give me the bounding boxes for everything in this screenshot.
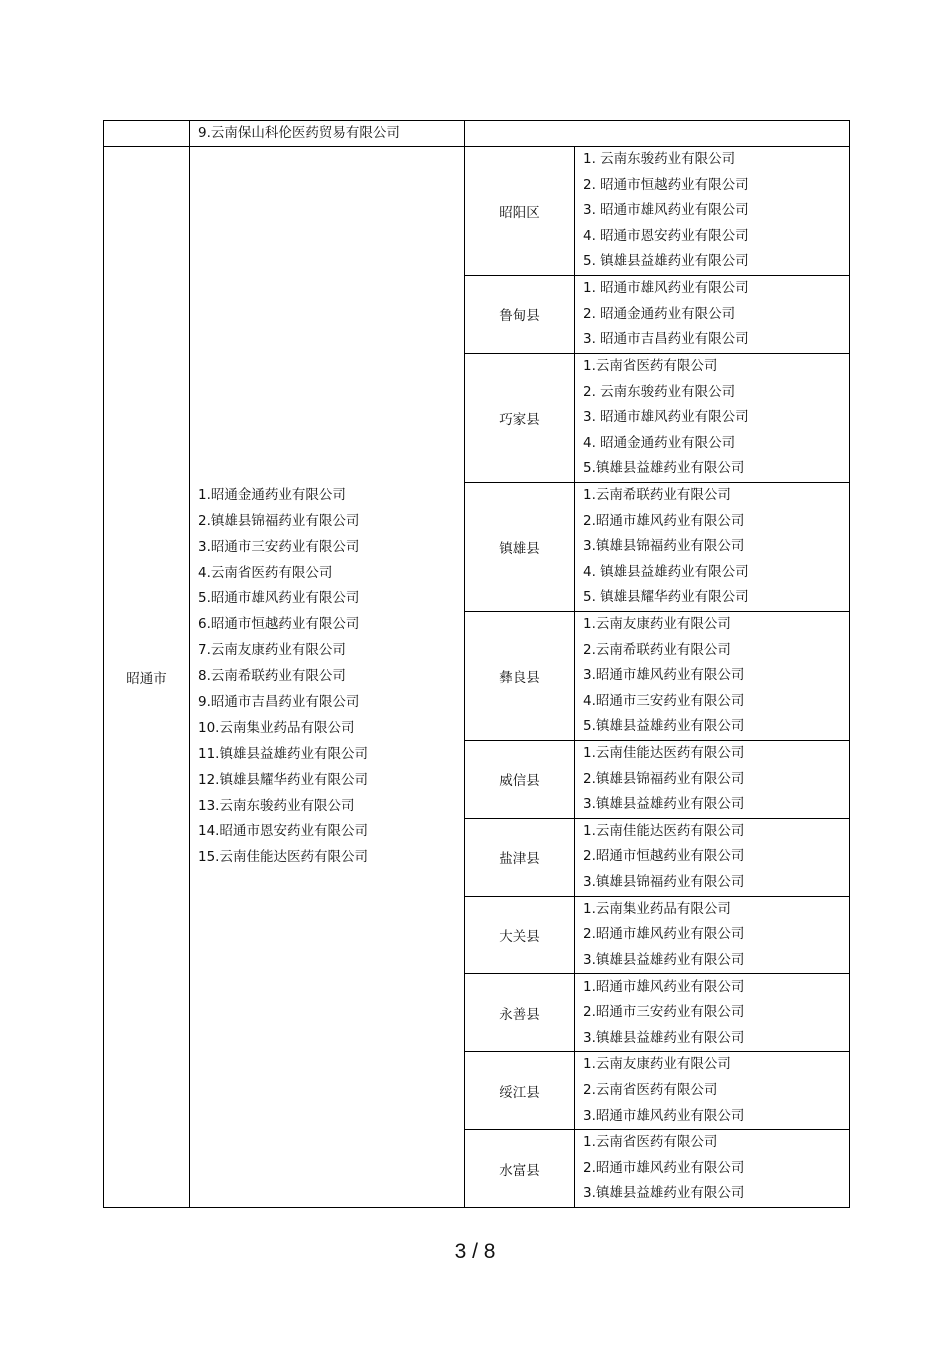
city-company-item: 3.昭通市三安药业有限公司 [198, 538, 360, 555]
city-company-item: 12.镇雄县耀华药业有限公司 [198, 771, 368, 788]
county-company-list [575, 147, 850, 276]
city-company-item: 13.云南东骏药业有限公司 [198, 797, 355, 814]
county-company-item: 5.镇雄县益雄药业有限公司 [583, 718, 745, 735]
county-company-list [575, 275, 850, 353]
distribution-table [103, 120, 850, 1208]
county-company-item: 1. 云南东骏药业有限公司 [583, 151, 736, 167]
county-company-item: 1.云南集业药品有限公司 [583, 900, 731, 917]
county-company-item: 1. 昭通市雄风药业有限公司 [583, 280, 749, 297]
city-company-item: 7.云南友康药业有限公司 [198, 642, 346, 659]
county-company-item: 1.云南友康药业有限公司 [583, 1056, 731, 1073]
county-company-item: 1.云南希联药业有限公司 [583, 486, 731, 503]
county-company-item: 2.昭通市恒越药业有限公司 [583, 848, 745, 865]
county-company-item: 2.昭通市雄风药业有限公司 [583, 926, 745, 943]
county-company-item: 3. 昭通市吉昌药业有限公司 [583, 331, 749, 348]
county-company-item: 2.云南省医药有限公司 [583, 1082, 718, 1099]
county-company-list [575, 896, 850, 974]
county-company-item: 4. 昭通金通药业有限公司 [583, 434, 736, 451]
county-company-list [575, 611, 850, 740]
county-name: 水富县 [465, 1130, 575, 1208]
county-company-item: 3.镇雄县益雄药业有限公司 [583, 951, 745, 968]
city-company-item: 1.昭通金通药业有限公司 [198, 486, 346, 503]
city-company-list [190, 147, 465, 1208]
empty-cell [465, 121, 850, 147]
county-company-item: 4. 镇雄县益雄药业有限公司 [583, 563, 749, 580]
county-company-item: 1.云南佳能达医药有限公司 [583, 744, 745, 761]
county-company-item: 1.昭通市雄风药业有限公司 [583, 978, 745, 995]
county-company-list [575, 482, 850, 611]
county-company-item: 3.镇雄县益雄药业有限公司 [583, 1185, 745, 1202]
county-company-item: 2. 云南东骏药业有限公司 [583, 383, 736, 400]
city-company-item: 11.镇雄县益雄药业有限公司 [198, 745, 368, 762]
county-company-item: 2.昭通市三安药业有限公司 [583, 1004, 745, 1021]
county-company-item: 2.镇雄县锦福药业有限公司 [583, 770, 745, 787]
county-company-list [575, 740, 850, 818]
county-company-item: 3.镇雄县锦福药业有限公司 [583, 873, 745, 890]
city-company-item: 8.云南希联药业有限公司 [198, 668, 346, 685]
county-company-list [575, 818, 850, 896]
county-name: 昭阳区 [465, 147, 575, 276]
county-name: 绥江县 [465, 1052, 575, 1130]
county-name: 鲁甸县 [465, 275, 575, 353]
county-company-item: 5. 镇雄县耀华药业有限公司 [583, 589, 749, 606]
city-company-item: 9.昭通市吉昌药业有限公司 [198, 693, 360, 710]
county-company-list [575, 353, 850, 482]
empty-cell [104, 121, 190, 147]
county-company-item: 1.云南友康药业有限公司 [583, 615, 731, 632]
county-name: 巧家县 [465, 353, 575, 482]
county-company-item: 5.镇雄县益雄药业有限公司 [583, 460, 745, 477]
continued-item: 9.云南保山科伦医药贸易有限公司 [190, 121, 465, 147]
county-company-item: 2.昭通市雄风药业有限公司 [583, 1159, 745, 1176]
county-company-item: 1.云南佳能达医药有限公司 [583, 822, 745, 839]
city-company-item: 6.昭通市恒越药业有限公司 [198, 616, 360, 633]
county-row [104, 147, 850, 276]
page-number: 3 / 8 [454, 1240, 496, 1263]
county-company-item: 3.镇雄县益雄药业有限公司 [583, 1029, 745, 1046]
city-company-item: 15.云南佳能达医药有限公司 [198, 849, 368, 866]
county-company-item: 5. 镇雄县益雄药业有限公司 [583, 253, 749, 270]
city-company-item: 5.昭通市雄风药业有限公司 [198, 590, 360, 607]
county-name: 镇雄县 [465, 482, 575, 611]
county-company-list [575, 1130, 850, 1208]
city-company-item: 14.昭通市恩安药业有限公司 [198, 823, 368, 840]
city-company-item: 2.镇雄县锦福药业有限公司 [198, 512, 360, 529]
county-company-item: 3.镇雄县益雄药业有限公司 [583, 796, 745, 813]
county-company-item: 3. 昭通市雄风药业有限公司 [583, 202, 749, 219]
county-company-item: 2.云南希联药业有限公司 [583, 641, 731, 658]
county-company-item: 3.昭通市雄风药业有限公司 [583, 1107, 745, 1124]
county-company-item: 3.昭通市雄风药业有限公司 [583, 667, 745, 684]
county-company-item: 2. 昭通市恒越药业有限公司 [583, 176, 749, 193]
continued-row [104, 121, 850, 147]
county-company-list [575, 974, 850, 1052]
city-company-item: 4.云南省医药有限公司 [198, 564, 333, 581]
county-company-item: 1.云南省医药有限公司 [583, 357, 718, 374]
county-name: 彝良县 [465, 611, 575, 740]
county-company-item: 4. 昭通市恩安药业有限公司 [583, 227, 749, 244]
county-name: 盐津县 [465, 818, 575, 896]
county-name: 威信县 [465, 740, 575, 818]
county-company-item: 2.昭通市雄风药业有限公司 [583, 512, 745, 529]
county-company-item: 1.云南省医药有限公司 [583, 1134, 718, 1151]
county-company-item: 4.昭通市三安药业有限公司 [583, 692, 745, 709]
county-company-item: 3.镇雄县锦福药业有限公司 [583, 538, 745, 555]
county-name: 大关县 [465, 896, 575, 974]
city-company-item: 10.云南集业药品有限公司 [198, 719, 355, 736]
county-company-item: 2. 昭通金通药业有限公司 [583, 305, 736, 322]
city-name: 昭通市 [104, 147, 190, 1208]
county-company-item: 3. 昭通市雄风药业有限公司 [583, 409, 749, 426]
county-company-list [575, 1052, 850, 1130]
county-name: 永善县 [465, 974, 575, 1052]
